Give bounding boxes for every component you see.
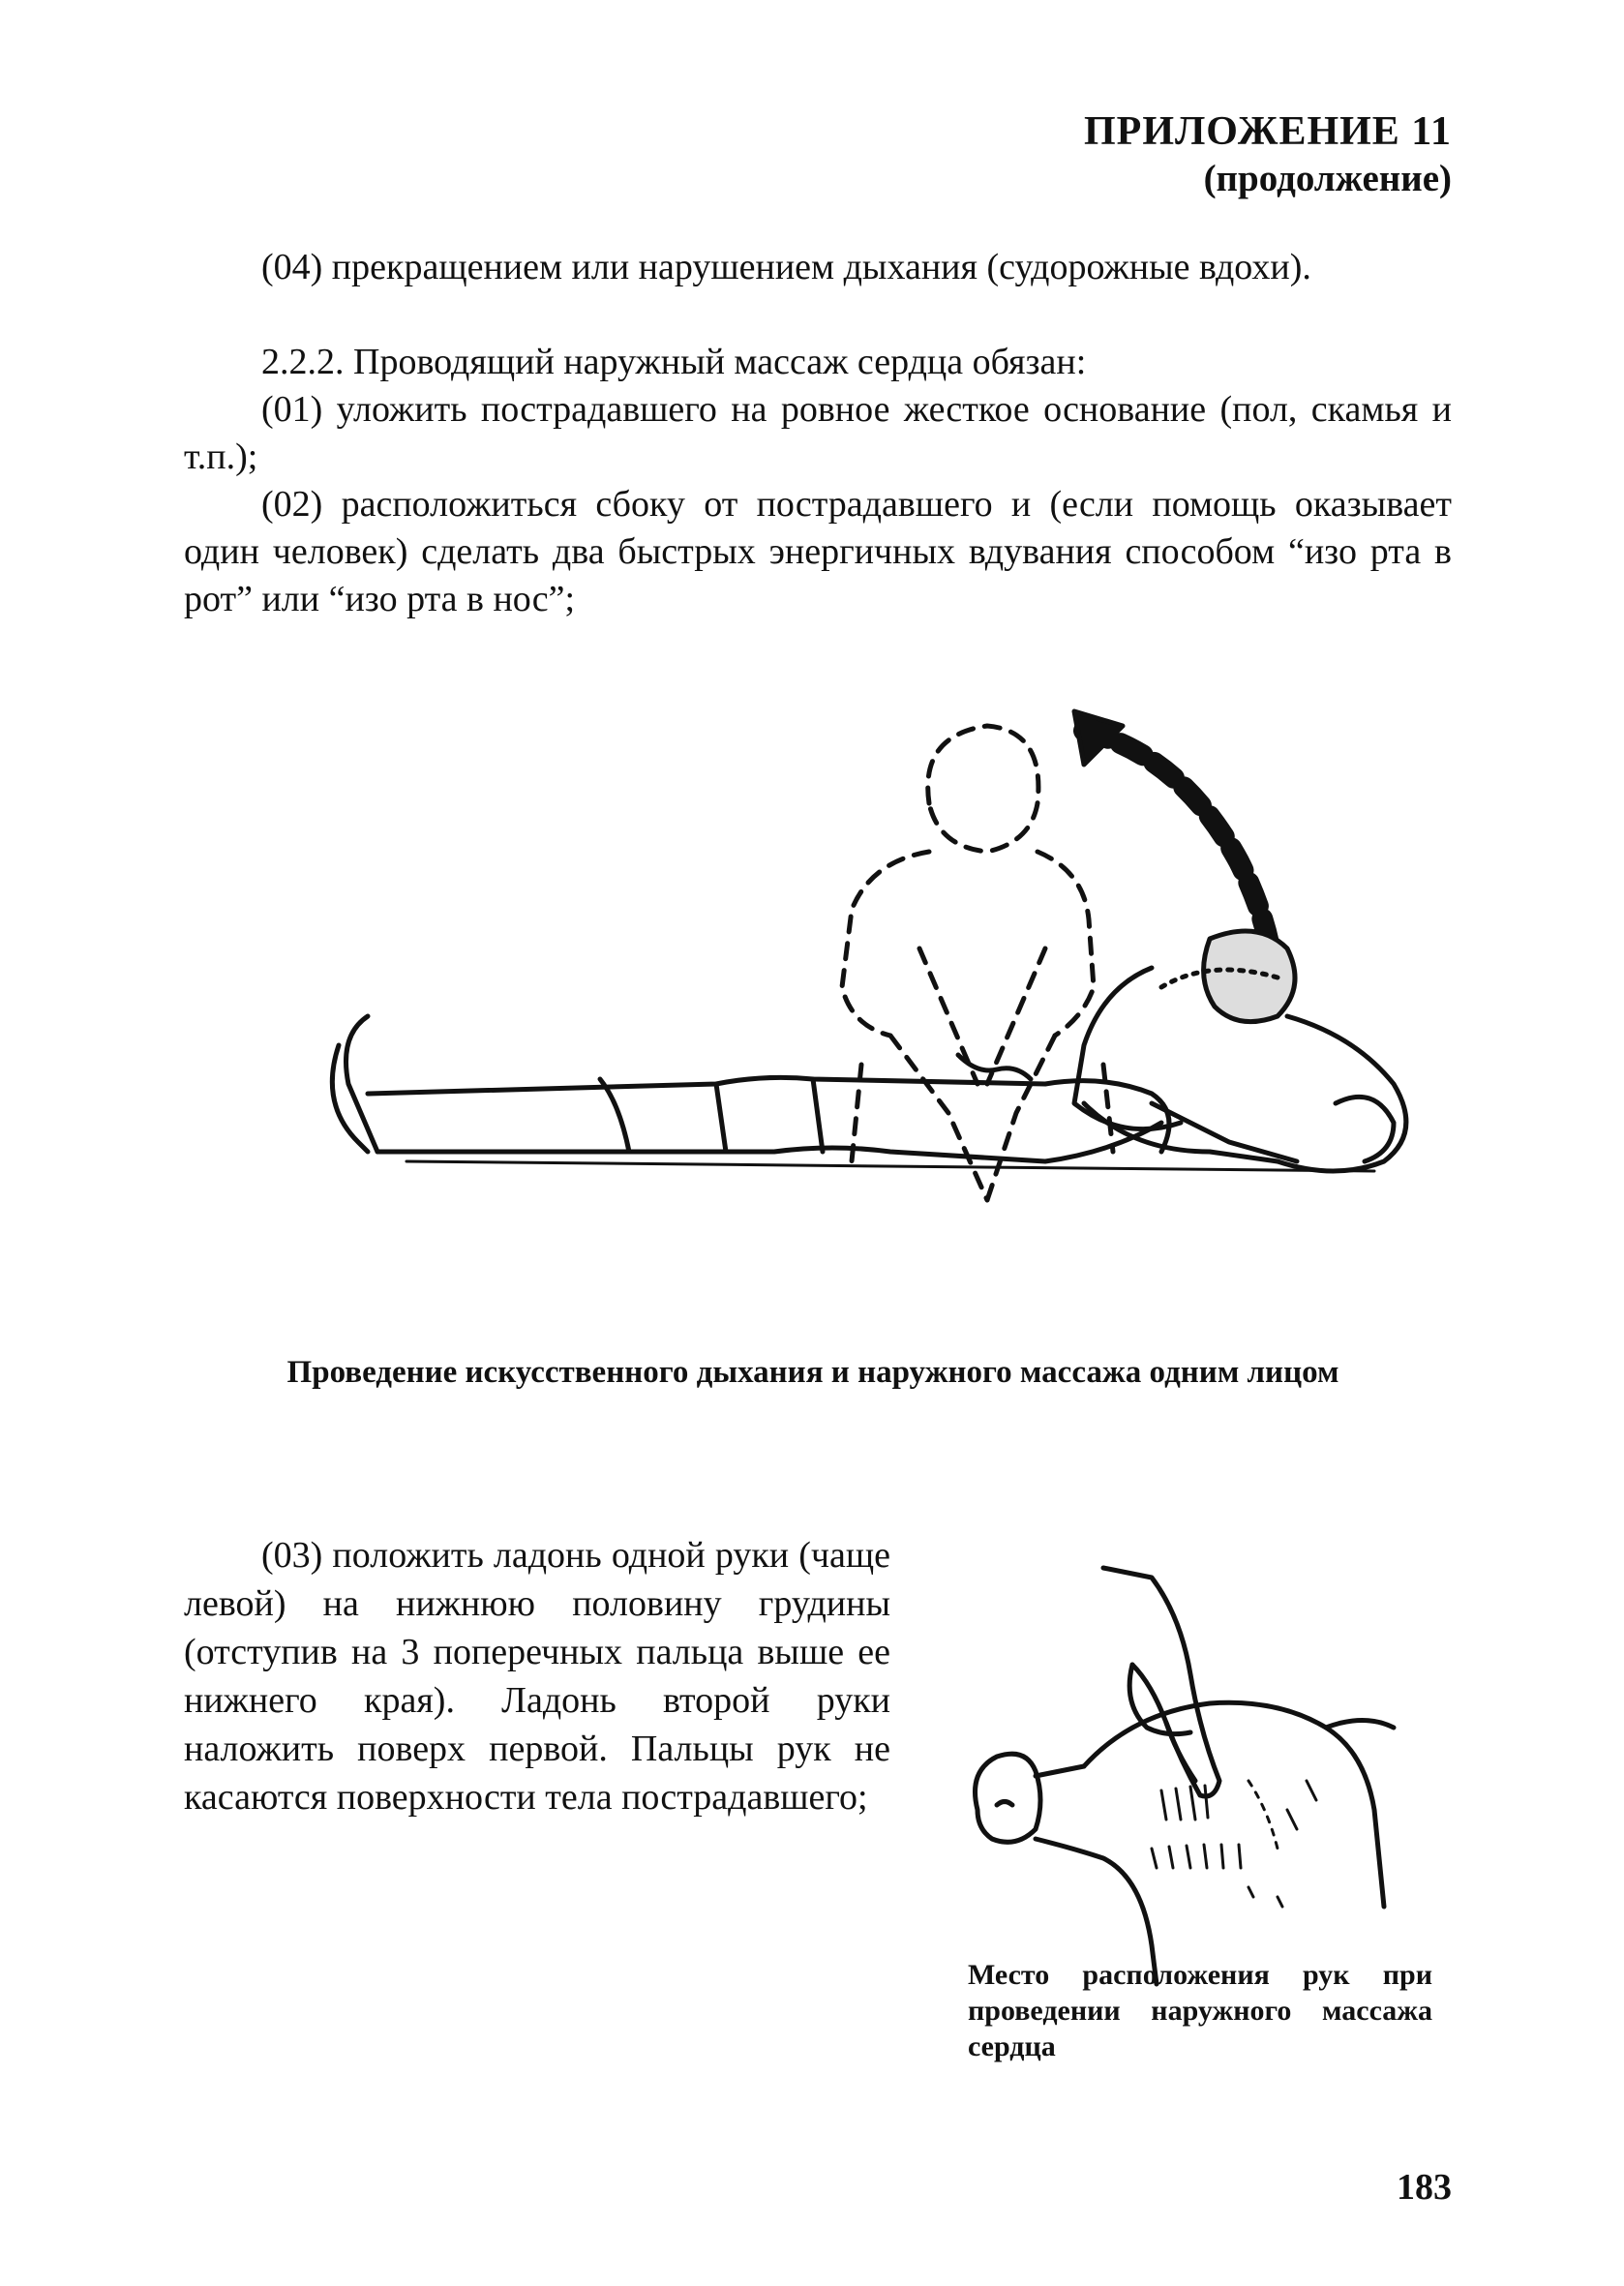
figure1-caption: Проведение искусственного дыхания и наружного массажа одним лицом [286, 1355, 1339, 1390]
appendix-title: ПРИЛОЖЕНИЕ 11 [1084, 109, 1452, 154]
rescuer-figure [1074, 931, 1406, 1171]
ribs [1152, 1781, 1316, 1907]
paragraph-text: (04) прекращением или нарушением дыхания (судорожные вдохи). [261, 247, 1311, 287]
patient-head [976, 1754, 1041, 1842]
pressing-hand [1103, 1568, 1219, 1796]
figure2-caption: Место расположения рук при проведении наружного массажа сердца [968, 1959, 1432, 2062]
rescuer-upper-outline [842, 726, 1113, 1200]
paragraph-text: (02) расположиться сбоку от пострадавшего и (если помощь оказывает один человек) сделать два быстрых энергичных вдувания способом “изо рта в рот” или “изо рта в нос”; [184, 484, 1452, 619]
paragraph-text: 2.2.2. Проводящий наружный массаж сердца обязан: [261, 342, 1087, 382]
paragraph-03 [184, 1531, 890, 1821]
appendix-subtitle: (продолжение) [1203, 158, 1452, 199]
paragraph-04 [184, 244, 1452, 291]
patient-torso [1084, 1702, 1384, 1907]
page-number: 183 [1397, 2167, 1452, 2208]
paragraph-01 [184, 386, 1452, 481]
paragraph-02 [184, 481, 1452, 623]
paragraph-2-2-2 [184, 339, 1452, 386]
hand-position-chest-illustration [958, 1558, 1423, 1994]
cpr-single-rescuer-illustration [310, 697, 1471, 1297]
paragraph-text: (03) положить ладонь одной руки (чаще левой) на нижнюю половину грудины (отступив на 3 поперечных пальца выше ее нижнего края). Ладонь второй руки наложить поверх первой. Пальцы рук не касаются поверхности тела пострадавшего; [184, 1535, 890, 1818]
patient-figure [332, 1016, 1394, 1171]
paragraph-text: (01) уложить пострадавшего на ровное жесткое основание (пол, скамья и т.п.); [184, 389, 1452, 477]
